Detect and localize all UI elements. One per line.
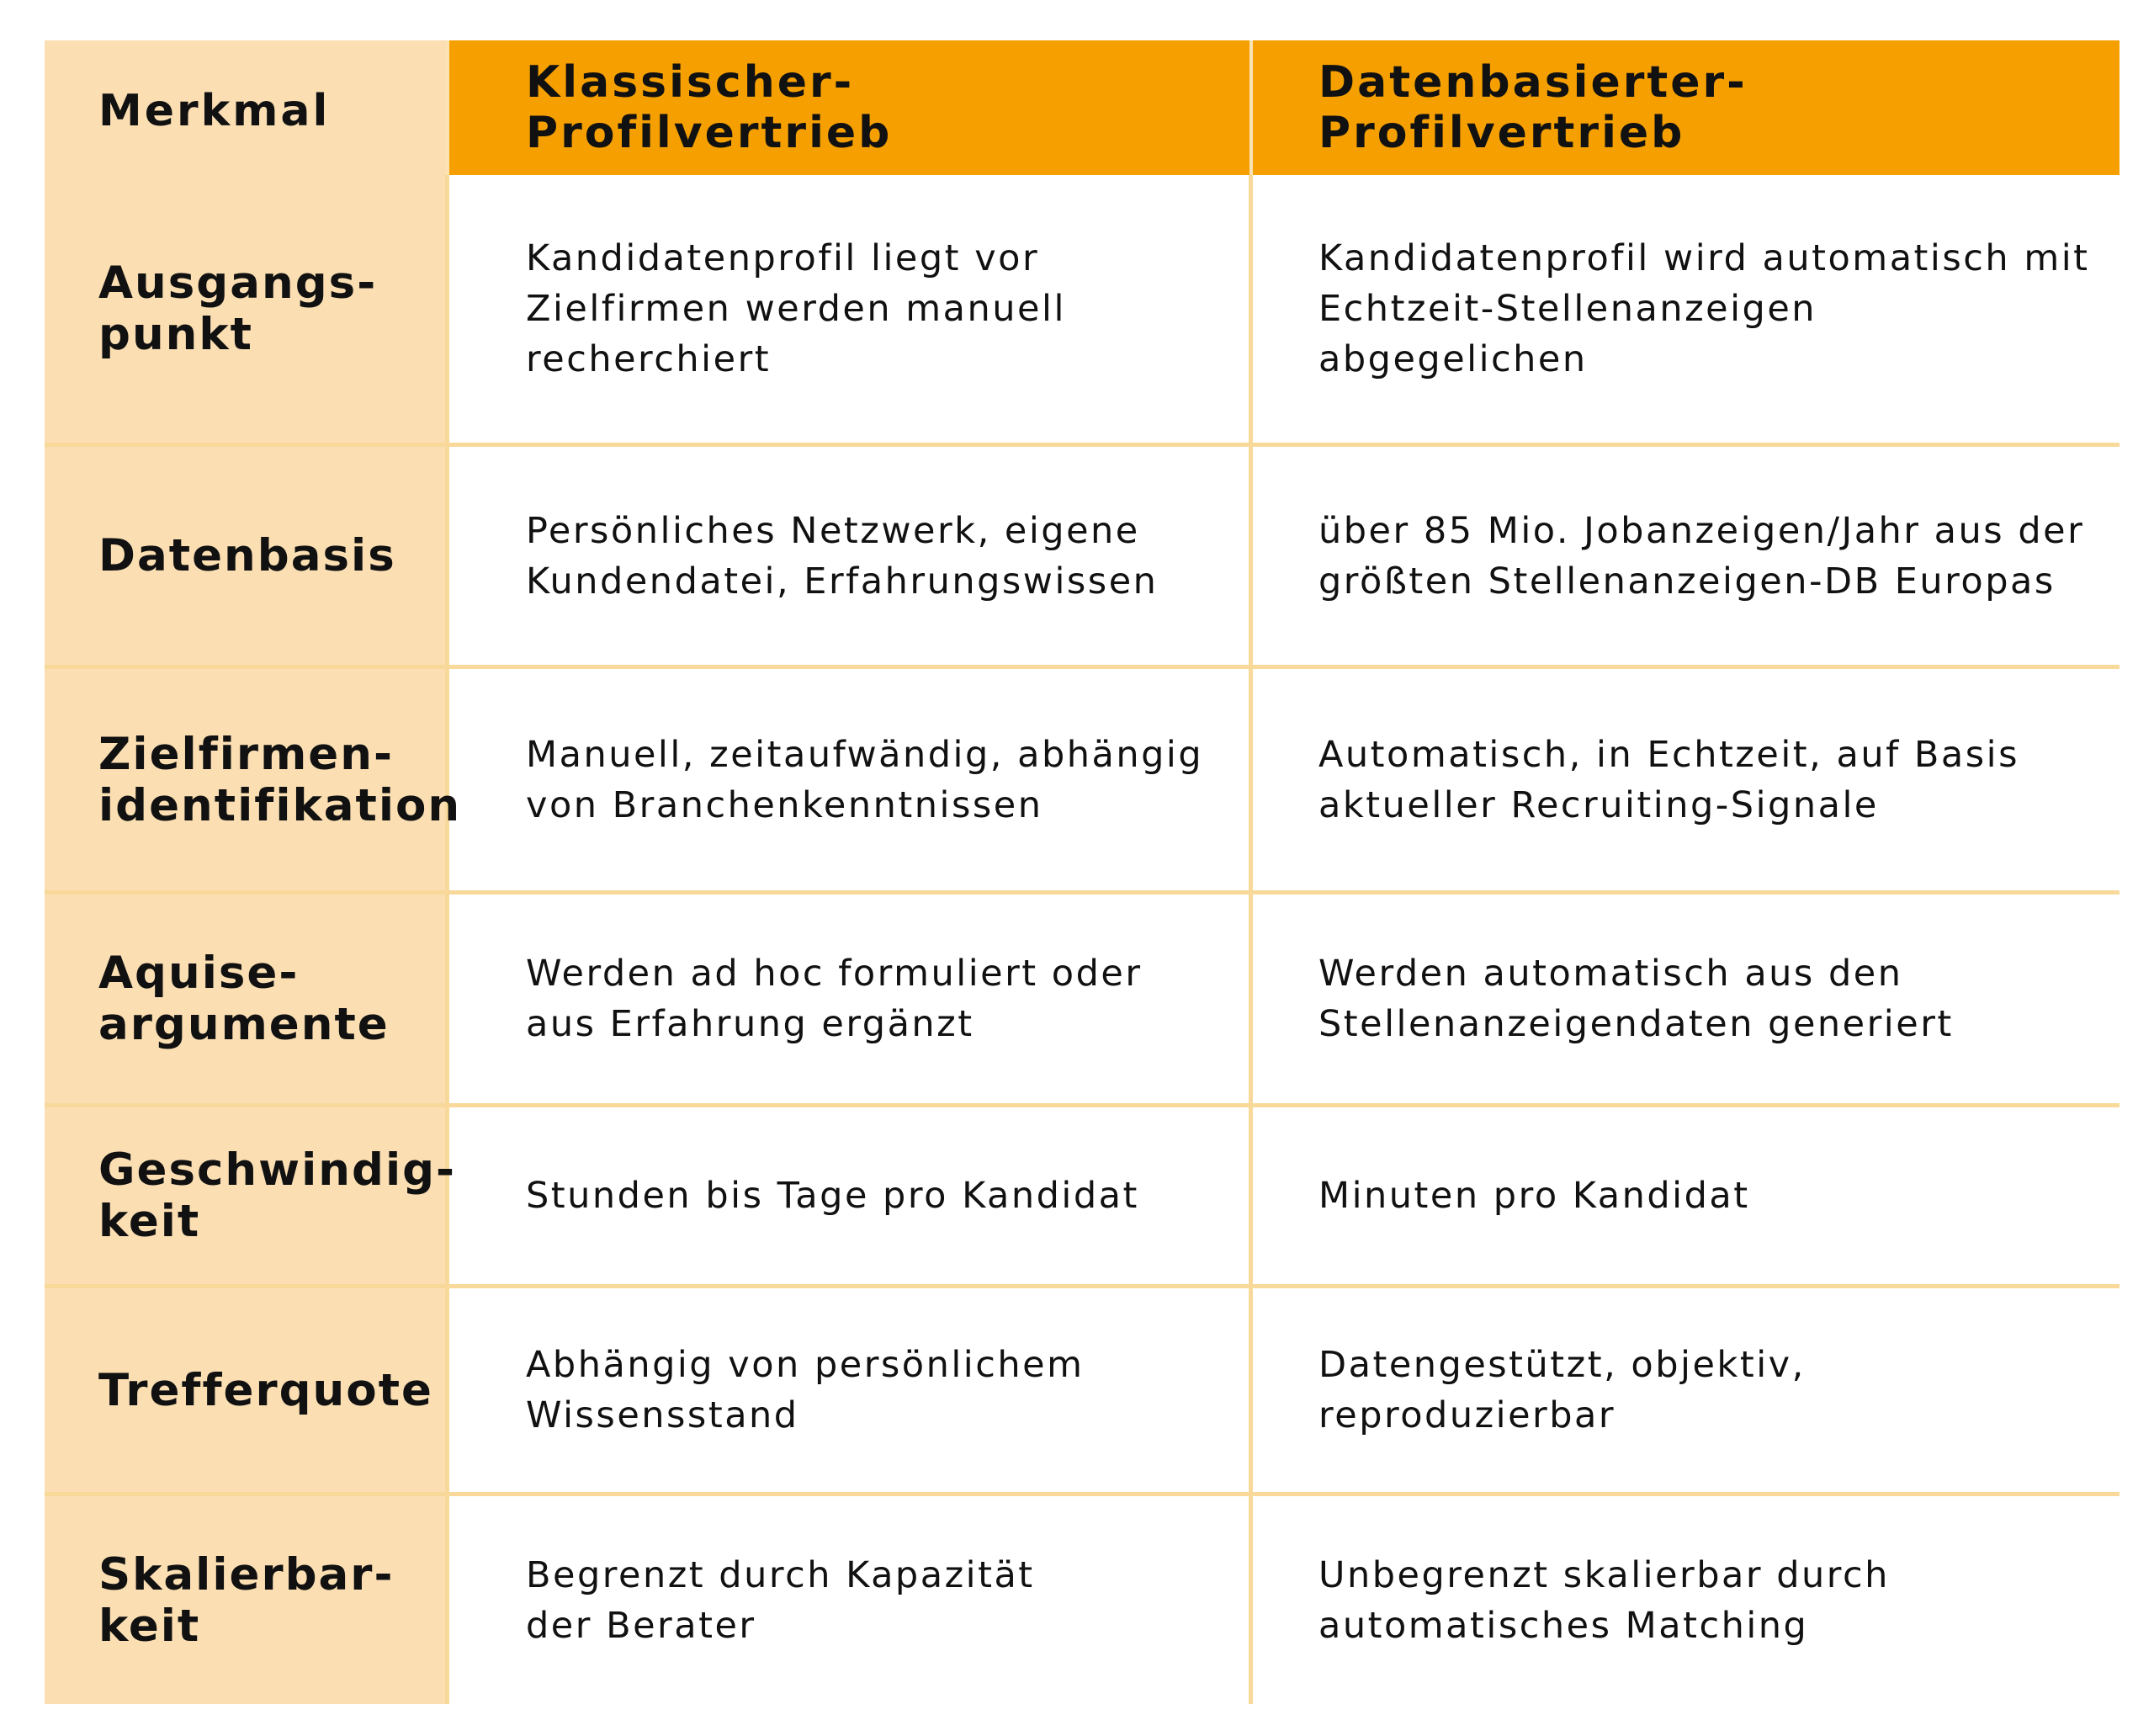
cell-datenbasiert: Kandidatenprofil wird automatisch mit Echtzeit-Stellenanzeigen abgegelichen	[1318, 237, 2090, 380]
cell-datenbasiert: Werden automatisch aus den Stellenanzeigendaten generiert	[1318, 953, 1954, 1045]
table-row	[45, 669, 2120, 895]
table-row	[45, 1496, 2120, 1704]
row-label: Ausgangs- punkt	[45, 175, 449, 443]
cell-klassisch: Manuell, zeitaufwändig, abhängig von Branchenkenntnissen	[449, 669, 1253, 890]
row-label: Zielfirmen- identifikation	[45, 669, 449, 890]
comparison-table	[45, 40, 2120, 1704]
header-datenbasiert: Datenbasierter-Profilvertrieb	[1318, 57, 1748, 158]
cell-datenbasiert: Datengestützt, objektiv, reproduzierbar	[1318, 1344, 1806, 1436]
cell-datenbasiert: Unbegrenzt skalierbar durch automatisches Matching	[1318, 1553, 1890, 1647]
cell-klassisch: Begrenzt durch Kapazität der Berater	[449, 1496, 1253, 1704]
table-row	[45, 175, 2120, 447]
cell-klassisch: Kandidatenprofil liegt vor Zielfirmen werden manuell recherchiert	[449, 175, 1253, 443]
cell-klassisch: Persönliches Netzwerk, eigene Kundendatei, Erfahrungswissen	[449, 447, 1253, 665]
row-label: Skalierbar- keit	[45, 1496, 449, 1704]
table-row	[45, 447, 2120, 669]
table-row	[45, 1288, 2120, 1496]
row-label: Trefferquote	[45, 1288, 449, 1492]
table-row	[45, 1107, 2120, 1288]
cell-klassisch: Werden ad hoc formuliert oder aus Erfahrung ergänzt	[449, 895, 1253, 1103]
cell-klassisch: Stunden bis Tage pro Kandidat	[449, 1107, 1253, 1284]
cell-datenbasiert: Automatisch, in Echtzeit, auf Basis aktueller Recruiting-Signale	[1318, 733, 2019, 826]
row-label: Datenbasis	[45, 447, 449, 665]
row-label: Aquise- argumente	[45, 895, 449, 1103]
table-row	[45, 895, 2120, 1107]
cell-datenbasiert: über 85 Mio. Jobanzeigen/Jahr aus der größten Stellenanzeigen-DB Europas	[1318, 509, 2085, 603]
header-merkmal: Merkmal	[45, 40, 449, 175]
cell-datenbasiert: Minuten pro Kandidat	[1318, 1175, 1750, 1217]
cell-klassisch: Abhängig von persönlichem Wissensstand	[449, 1288, 1253, 1492]
row-label: Geschwindig- keit	[45, 1107, 449, 1284]
header-klassisch: Klassischer-Profilvertrieb	[449, 40, 1253, 175]
table-header-row	[45, 40, 2120, 175]
